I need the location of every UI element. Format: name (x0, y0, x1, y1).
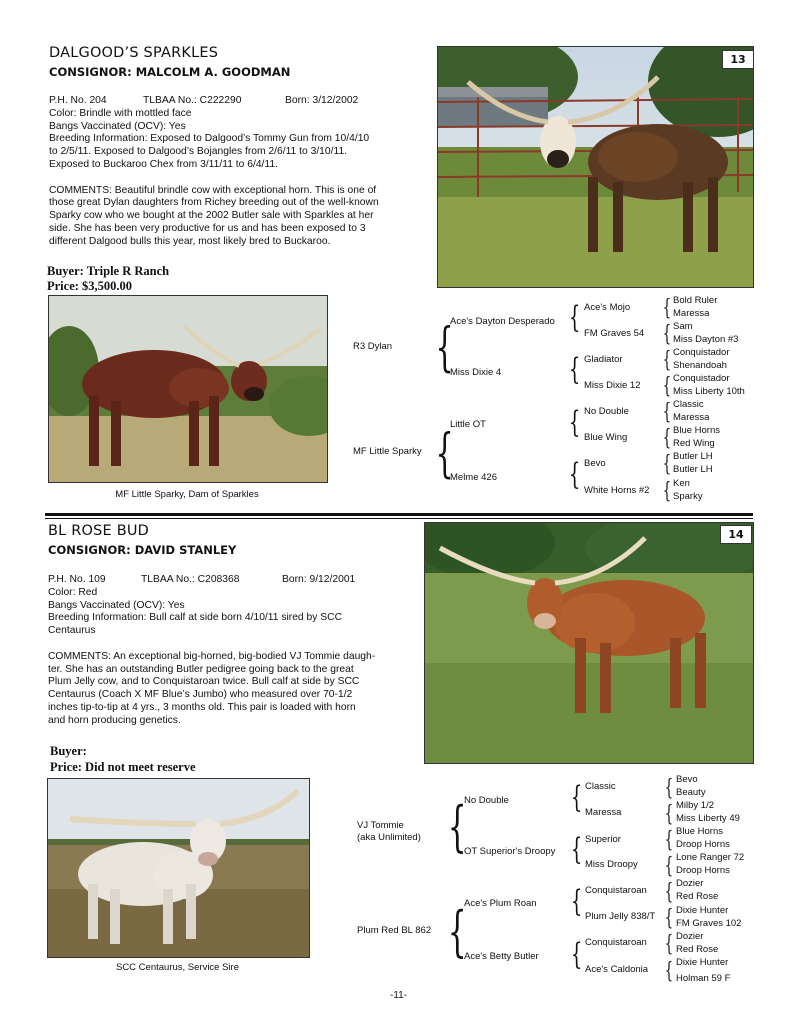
lot-14-photo (424, 522, 754, 764)
pedigree-gen4: Red Rose (676, 891, 719, 902)
pedigree-gen4: Milby 1/2 (676, 800, 715, 811)
detail-line: Breeding Information: Bull calf at side born 4/10/11 sired by SCC (48, 612, 342, 624)
comment-line: those great Dylan daughters from Richey breeding out of the well-known (49, 197, 379, 209)
comment-line: Plum Jelly cow, and to Conquistaroan twice. Bull calf at side by SCC (48, 676, 360, 688)
pedigree-gen4: Shenandoah (673, 360, 727, 371)
pedigree-brace: { (662, 348, 672, 373)
comment-line: ter. She has an outstanding Butler pedigree going back to the great (48, 663, 354, 675)
pedigree-dam: MF Little Sparky (353, 446, 422, 457)
pedigree-brace: { (662, 426, 672, 451)
pedigree-gen4: Miss Liberty 10th (673, 386, 745, 397)
pedigree-gen3: FM Graves 54 (584, 328, 645, 339)
pedigree-gen4: Beauty (676, 787, 706, 798)
pedigree-gen4: Holman 59 F (676, 973, 731, 984)
page-number: -11- (390, 990, 408, 1001)
pedigree-gen3: Miss Dixie 12 (584, 380, 641, 391)
pedigree-gen2: Melme 426 (450, 472, 497, 483)
born-date: Born: 3/12/2002 (285, 95, 359, 106)
lot-13-buyer: Buyer: Triple R Ranch (47, 264, 170, 278)
pedigree-gen4: Bold Ruler (673, 295, 718, 306)
pedigree-brace: { (570, 937, 583, 972)
pedigree-brace: { (662, 296, 672, 321)
pedigree-brace: { (664, 828, 674, 853)
comment-line: COMMENTS: An exceptional big-horned, big-bodied VJ Tommie daugh- (48, 650, 376, 662)
pedigree-brace: { (447, 900, 467, 963)
pedigree-brace: { (568, 352, 581, 387)
lot-13-consignor: CONSIGNOR: MALCOLM A. GOODMAN (49, 65, 291, 79)
pedigree-gen3: Superior (585, 834, 621, 845)
pedigree-gen4: Dozier (676, 878, 704, 889)
lot-13-details (49, 95, 419, 249)
pedigree-gen4: Lone Ranger 72 (676, 852, 745, 863)
pedigree-gen3: Ace's Mojo (584, 302, 631, 313)
pedigree-gen4: Conquistador (673, 347, 730, 358)
pedigree-gen3: Conquistaroan (585, 885, 647, 896)
pedigree-brace: { (664, 854, 674, 879)
pedigree-gen3: Blue Wing (584, 432, 628, 443)
pedigree-gen4: Dixie Hunter (676, 957, 729, 968)
pedigree-sire: R3 Dylan (353, 341, 393, 352)
pedigree-gen4: Miss Dayton #3 (673, 334, 739, 345)
pedigree-brace: { (568, 300, 581, 335)
pedigree-gen4: Dozier (676, 931, 704, 942)
lot-13-id-line (49, 95, 419, 108)
pedigree-brace: { (664, 880, 674, 905)
dam-photo-caption: MF Little Sparky, Dam of Sparkles (115, 489, 259, 500)
pedigree-gen4: Butler LH (673, 464, 713, 475)
pedigree-brace: { (662, 452, 672, 477)
pedigree-gen4: Blue Horns (673, 425, 720, 436)
pedigree-gen4: Conquistador (673, 373, 730, 384)
pedigree-gen4: Maressa (673, 308, 710, 319)
pedigree-gen4: Maressa (673, 412, 710, 423)
pedigree-brace: { (664, 776, 674, 801)
pedigree-gen4: FM Graves 102 (676, 918, 742, 929)
pedigree-gen2: Ace's Plum Roan (464, 898, 537, 909)
comment-line: COMMENTS: Beautiful brindle cow with exceptional horn. This is one of (49, 184, 377, 196)
lot-number-badge: 13 (722, 50, 754, 69)
pedigree-brace: { (568, 457, 581, 492)
detail-line: Centaurus (48, 625, 96, 637)
pedigree-gen4: Bevo (676, 774, 698, 785)
pedigree-gen4: Miss Liberty 49 (676, 813, 740, 824)
pedigree-gen3: Classic (585, 781, 616, 792)
lot-13-photo (437, 46, 754, 288)
pedigree-gen2: Miss Dixie 4 (450, 367, 502, 378)
pedigree-brace: { (664, 906, 674, 931)
pedigree-gen4: Droop Horns (676, 839, 730, 850)
service-sire-photo (47, 778, 310, 958)
pedigree-gen2: OT Superior's Droopy (464, 846, 556, 857)
pedigree-gen3: No Double (584, 406, 629, 417)
pedigree-brace: { (435, 318, 454, 378)
pedigree-gen4: Droop Horns (676, 865, 730, 876)
comment-line: inches tip-to-tip at 4 yrs., 3 months old. This pair is loaded with horn (48, 701, 356, 713)
pedigree-brace: { (570, 832, 583, 867)
pedigree-gen4: Sparky (673, 491, 703, 502)
pedigree-gen3: Maressa (585, 807, 622, 818)
pedigree-gen4: Ken (673, 478, 690, 489)
lot-13-title: DALGOOD’S SPARKLES (49, 45, 219, 61)
pedigree-brace: { (662, 374, 672, 399)
pedigree-gen3: Conquistaroan (585, 937, 647, 948)
pedigree-brace: { (662, 400, 672, 425)
born-date: Born: 9/12/2001 (282, 574, 356, 585)
lot-14-consignor: CONSIGNOR: DAVID STANLEY (48, 543, 237, 557)
comment-line: Centaurus (Coach X MF Blue’s Jumbo) who measured over 70-1/2 (48, 689, 353, 701)
lot-14-title: BL ROSE BUD (48, 523, 150, 539)
pedigree-gen2: Little OT (450, 419, 486, 430)
pedigree-gen4: Butler LH (673, 451, 713, 462)
lot-13-price: Price: $3,500.00 (47, 279, 133, 293)
ph-number: P.H. No. 204 (49, 95, 107, 106)
detail-line: Exposed to Buckaroo Chex from 3/11/11 to 6/4/11. (49, 158, 278, 170)
section-divider (45, 513, 753, 516)
pedigree-brace: { (570, 884, 583, 919)
detail-line: Bangs Vaccinated (OCV): Yes (49, 120, 186, 132)
pedigree-brace: { (662, 322, 672, 347)
pedigree-brace: { (447, 795, 467, 858)
pedigree-gen4: Red Wing (673, 438, 715, 449)
pedigree-brace: { (662, 479, 672, 504)
pedigree-gen2: Ace's Betty Butler (464, 951, 539, 962)
ph-number: P.H. No. 109 (48, 574, 106, 585)
detail-line: Breeding Information: Exposed to Dalgood’s Tommy Gun from 10/4/10 (49, 133, 370, 145)
dam-photo (48, 295, 328, 483)
pedigree-sire-aka: (aka Unlimited) (357, 832, 421, 843)
lot-number-badge: 14 (720, 525, 752, 544)
comment-line: Sparky cow who we bought at the 2002 Butler sale with Sparkles at her (49, 210, 374, 222)
detail-line: Bangs Vaccinated (OCV): Yes (48, 599, 185, 611)
pedigree-gen3: Plum Jelly 838/T (585, 911, 656, 922)
pedigree-gen4: Blue Horns (676, 826, 723, 837)
pedigree-gen2: Ace's Dayton Desperado (450, 316, 555, 327)
pedigree-gen4: Red Rose (676, 944, 719, 955)
tlbaa-number: TLBAA No.: C222290 (143, 95, 242, 106)
detail-line: Color: Brindle with mottled face (49, 107, 192, 119)
pedigree-gen2: No Double (464, 795, 509, 806)
detail-line: to 2/5/11. Exposed to Dalgood’s Bojangles from 2/6/11 to 3/10/11. (49, 146, 348, 158)
tlbaa-number: TLBAA No.: C208368 (141, 574, 240, 585)
comment-line: side. She has been very productive for us and has been exposed to 3 (49, 222, 366, 234)
pedigree-brace: { (664, 959, 674, 984)
comment-line: and horn producing genetics. (48, 714, 181, 726)
pedigree-gen4: Dixie Hunter (676, 905, 729, 916)
pedigree-brace: { (664, 932, 674, 957)
sire-photo-caption: SCC Centaurus, Service Sire (115, 962, 240, 973)
pedigree-brace: { (570, 780, 583, 815)
pedigree-brace: { (568, 405, 581, 440)
lot-14-id-line (48, 574, 420, 587)
pedigree-sire: VJ Tommie (357, 820, 404, 831)
pedigree-gen3: Miss Droopy (585, 859, 638, 870)
pedigree-gen3: Gladiator (584, 354, 623, 365)
comment-line: different Dalgood bulls this year, most likely bred to Buckaroo. (49, 235, 331, 247)
lot-14-details (48, 574, 420, 728)
pedigree-gen4: Classic (673, 399, 704, 410)
pedigree-brace: { (435, 424, 454, 484)
lot-14-buyer: Buyer: (50, 744, 87, 758)
section-divider (45, 518, 753, 519)
pedigree-gen4: Sam (673, 321, 693, 332)
detail-line: Color: Red (48, 586, 98, 598)
lot-14-price: Price: Did not meet reserve (50, 760, 196, 774)
pedigree-gen3: White Horns #2 (584, 485, 650, 496)
pedigree-dam: Plum Red BL 862 (357, 925, 432, 936)
pedigree-gen3: Ace's Caldonia (585, 964, 649, 975)
pedigree-gen3: Bevo (584, 458, 606, 469)
pedigree-brace: { (664, 802, 674, 827)
